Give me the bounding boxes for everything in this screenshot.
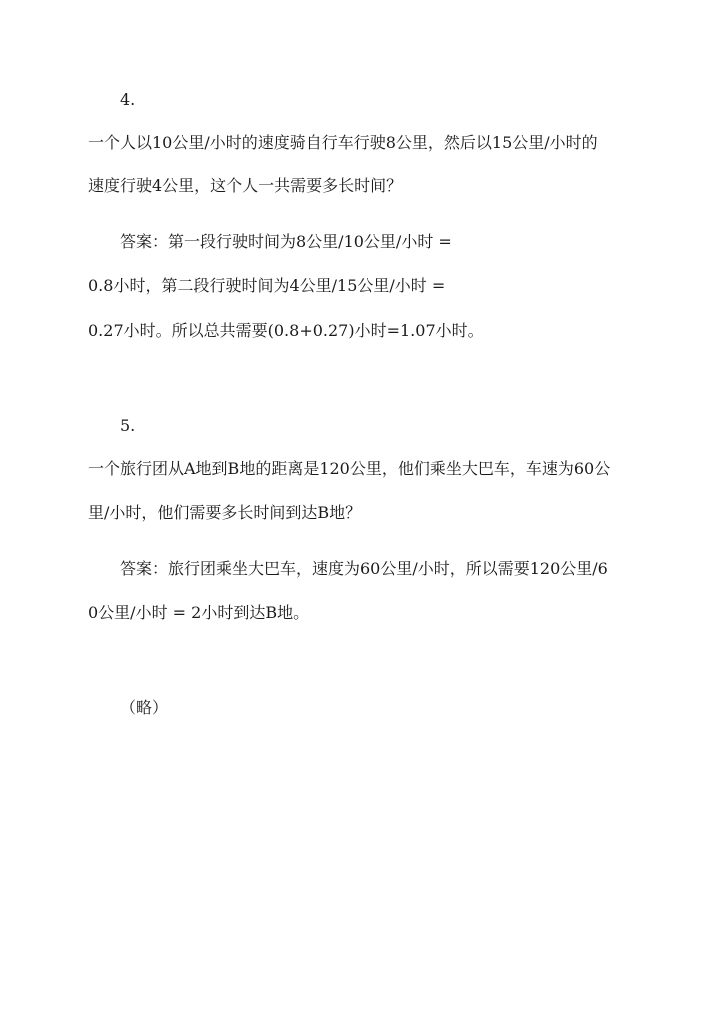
answer-5-line-2: 0公里/小时 = 2小时到达B地。 bbox=[88, 603, 310, 622]
question-4-text-line-1: 一个人以10公里/小时的速度骑自行车行驶8公里，然后以15公里/小时的 bbox=[88, 133, 598, 152]
answer-5-line-1: 答案：旅行团乘坐大巴车，速度为60公里/小时，所以需要120公里/6 bbox=[120, 559, 608, 578]
question-4-text-line-2: 速度行驶4公里，这个人一共需要多长时间？ bbox=[88, 176, 403, 195]
question-5-text-line-2: 里/小时，他们需要多长时间到达B地？ bbox=[88, 503, 362, 522]
answer-4-line-2: 0.8小时，第二段行驶时间为4公里/15公里/小时 = bbox=[88, 276, 446, 295]
question-4-number: 4. bbox=[120, 90, 136, 109]
question-5-text-line-1: 一个旅行团从A地到B地的距离是120公里，他们乘坐大巴车，车速为60公 bbox=[88, 459, 611, 478]
question-5-number: 5. bbox=[120, 416, 136, 435]
omitted-note: （略） bbox=[120, 698, 169, 717]
answer-4-line-3: 0.27小时。所以总共需要(0.8+0.27)小时=1.07小时。 bbox=[88, 321, 484, 340]
answer-4-line-1: 答案：第一段行驶时间为8公里/10公里/小时 = bbox=[120, 232, 452, 251]
